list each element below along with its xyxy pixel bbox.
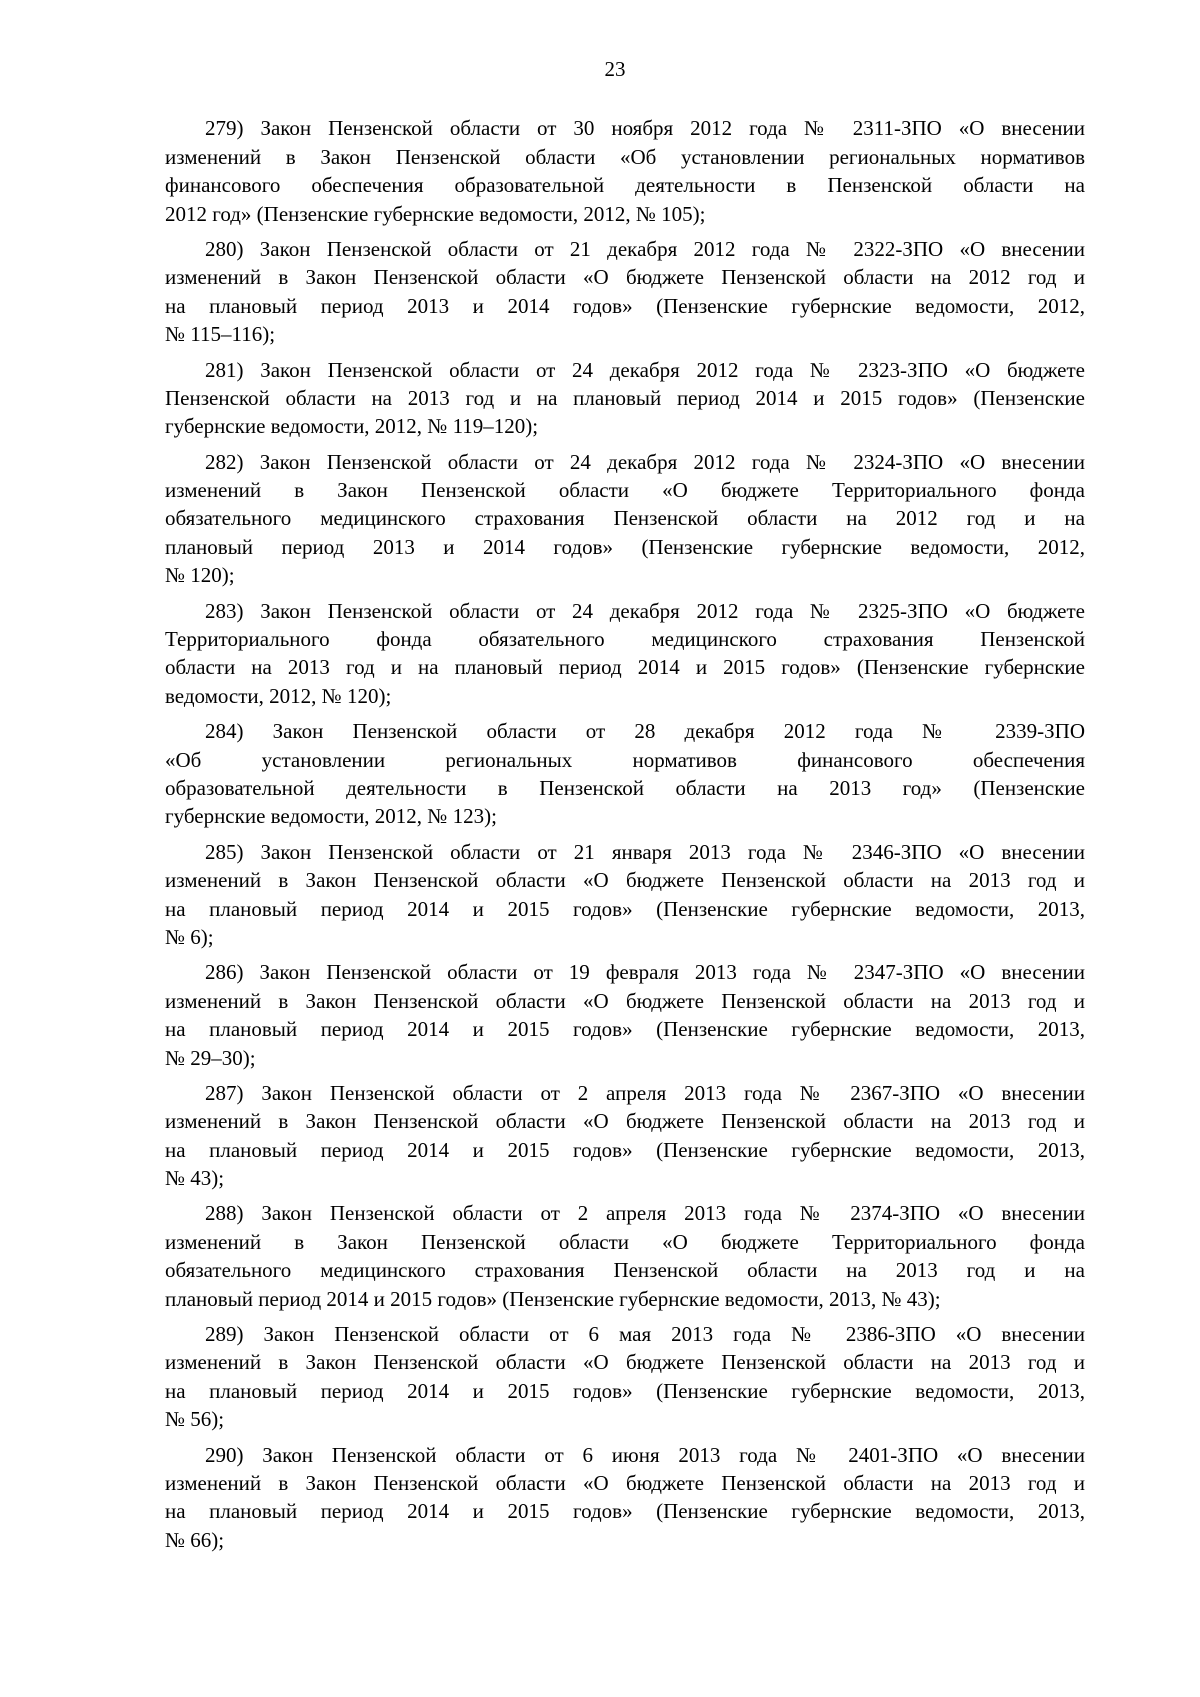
paragraph-line: 279) Закон Пензенской области от 30 ноября 2012 года № 2311-ЗПО «О внесении (205, 116, 1085, 141)
paragraph (165, 1079, 1085, 1193)
paragraph-line: изменений в Закон Пензенской области «Об установлении региональных нормативов (165, 144, 1085, 169)
paragraph-line: обязательного медицинского страхования Пензенской области на 2012 год и на (165, 506, 1085, 531)
paragraph-line: 281) Закон Пензенской области от 24 декабря 2012 года № 2323-ЗПО «О бюджете (205, 357, 1085, 382)
paragraph (165, 1320, 1085, 1434)
paragraph-line: образовательной деятельности в Пензенской области на 2013 год» (Пензенские (165, 776, 1085, 800)
paragraph-line: изменений в Закон Пензенской области «О бюджете Территориального фонда (165, 478, 1085, 503)
paragraph (165, 597, 1085, 711)
paragraph (165, 958, 1085, 1072)
paragraph-line: Территориального фонда обязательного медицинского страхования Пензенской (165, 627, 1085, 652)
paragraph-line: изменений в Закон Пензенской области «О бюджете Пензенской области на 2013 год и (165, 1350, 1085, 1375)
paragraph-line: ведомости, 2012, № 120); (165, 683, 392, 708)
paragraph (165, 356, 1085, 441)
paragraph-line: изменений в Закон Пензенской области «О бюджете Пензенской области на 2013 год и (165, 1109, 1085, 1134)
paragraph-line: финансового обеспечения образовательной деятельности в Пензенской области на (165, 173, 1085, 198)
paragraph-line: 282) Закон Пензенской области от 24 декабря 2012 года № 2324-ЗПО «О внесении (205, 449, 1085, 474)
paragraph (165, 717, 1085, 831)
paragraph-line: «Об установлении региональных нормативов финансового обеспечения (165, 747, 1085, 772)
paragraph-line: изменений в Закон Пензенской области «О бюджете Пензенской области на 2013 год и (165, 868, 1085, 893)
paragraph-line: изменений в Закон Пензенской области «О бюджете Пензенской области на 2012 год и (165, 265, 1085, 290)
paragraph (165, 114, 1085, 228)
paragraph-line: на плановый период 2014 и 2015 годов» (Пензенские губернские ведомости, 2013, (165, 1499, 1085, 1524)
paragraph-line: 284) Закон Пензенской области от 28 декабря 2012 года № 2339-ЗПО (205, 719, 1085, 744)
paragraph-line: на плановый период 2014 и 2015 годов» (Пензенские губернские ведомости, 2013, (165, 1378, 1085, 1403)
paragraph-line: плановый период 2014 и 2015 годов» (Пензенские губернские ведомости, 2013, № 43); (165, 1286, 941, 1311)
paragraph (165, 1441, 1085, 1555)
paragraph-line: губернские ведомости, 2012, № 119–120); (165, 414, 539, 439)
paragraph (165, 838, 1085, 952)
paragraph-line: 286) Закон Пензенской области от 19 февраля 2013 года № 2347-ЗПО «О внесении (205, 960, 1085, 985)
paragraph-line: 285) Закон Пензенской области от 21 января 2013 года № 2346-ЗПО «О внесении (205, 839, 1085, 864)
paragraph-line: № 115–116); (165, 322, 276, 347)
paragraph-line: на плановый период 2014 и 2015 годов» (Пензенские губернские ведомости, 2013, (165, 1017, 1085, 1042)
paragraph (165, 448, 1085, 590)
paragraph-line: № 29–30); (165, 1045, 256, 1070)
paragraph-line: области на 2013 год и на плановый период 2014 и 2015 годов» (Пензенские губернские (165, 655, 1085, 680)
paragraph-line: № 6); (165, 924, 214, 949)
paragraph-line: изменений в Закон Пензенской области «О бюджете Пензенской области на 2013 год и (165, 1470, 1085, 1495)
paragraph-line: № 43); (165, 1166, 225, 1191)
paragraph-line: губернские ведомости, 2012, № 123); (165, 804, 497, 829)
paragraph-line: обязательного медицинского страхования Пензенской области на 2013 год и на (165, 1258, 1085, 1283)
paragraph-line: № 66); (165, 1527, 225, 1552)
paragraph-line: на плановый период 2014 и 2015 годов» (Пензенские губернские ведомости, 2013, (165, 1137, 1085, 1162)
paragraph-line: на плановый период 2013 и 2014 годов» (Пензенские губернские ведомости, 2012, (165, 293, 1085, 318)
paragraph-line: 280) Закон Пензенской области от 21 декабря 2012 года № 2322-ЗПО «О внесении (205, 236, 1085, 261)
paragraph-line: 290) Закон Пензенской области от 6 июня 2013 года № 2401-ЗПО «О внесении (205, 1442, 1085, 1467)
paragraph-line: 283) Закон Пензенской области от 24 декабря 2012 года № 2325-ЗПО «О бюджете (205, 598, 1085, 623)
paragraph-line: 289) Закон Пензенской области от 6 мая 2013 года № 2386-ЗПО «О внесении (205, 1322, 1085, 1347)
paragraph (165, 1199, 1085, 1313)
paragraph-line: на плановый период 2014 и 2015 годов» (Пензенские губернские ведомости, 2013, (165, 896, 1085, 921)
paragraph (165, 235, 1085, 349)
paragraph-line: изменений в Закон Пензенской области «О бюджете Территориального фонда (165, 1229, 1085, 1254)
paragraph-line: плановый период 2013 и 2014 годов» (Пензенские губернские ведомости, 2012, (165, 534, 1085, 559)
paragraph-line: изменений в Закон Пензенской области «О бюджете Пензенской области на 2013 год и (165, 988, 1085, 1013)
paragraph-line: 287) Закон Пензенской области от 2 апреля 2013 года № 2367-ЗПО «О внесении (205, 1080, 1085, 1105)
document-body (165, 114, 1085, 1554)
paragraph-line: 288) Закон Пензенской области от 2 апреля 2013 года № 2374-ЗПО «О внесении (205, 1201, 1085, 1226)
page-number: 23 (604, 57, 626, 81)
paragraph-line: 2012 год» (Пензенские губернские ведомости, 2012, № 105); (165, 201, 706, 226)
paragraph-line: Пензенской области на 2013 год и на плановый период 2014 и 2015 годов» (Пензенские (165, 385, 1085, 410)
paragraph-line: № 56); (165, 1407, 225, 1432)
paragraph-line: № 120); (165, 563, 235, 588)
